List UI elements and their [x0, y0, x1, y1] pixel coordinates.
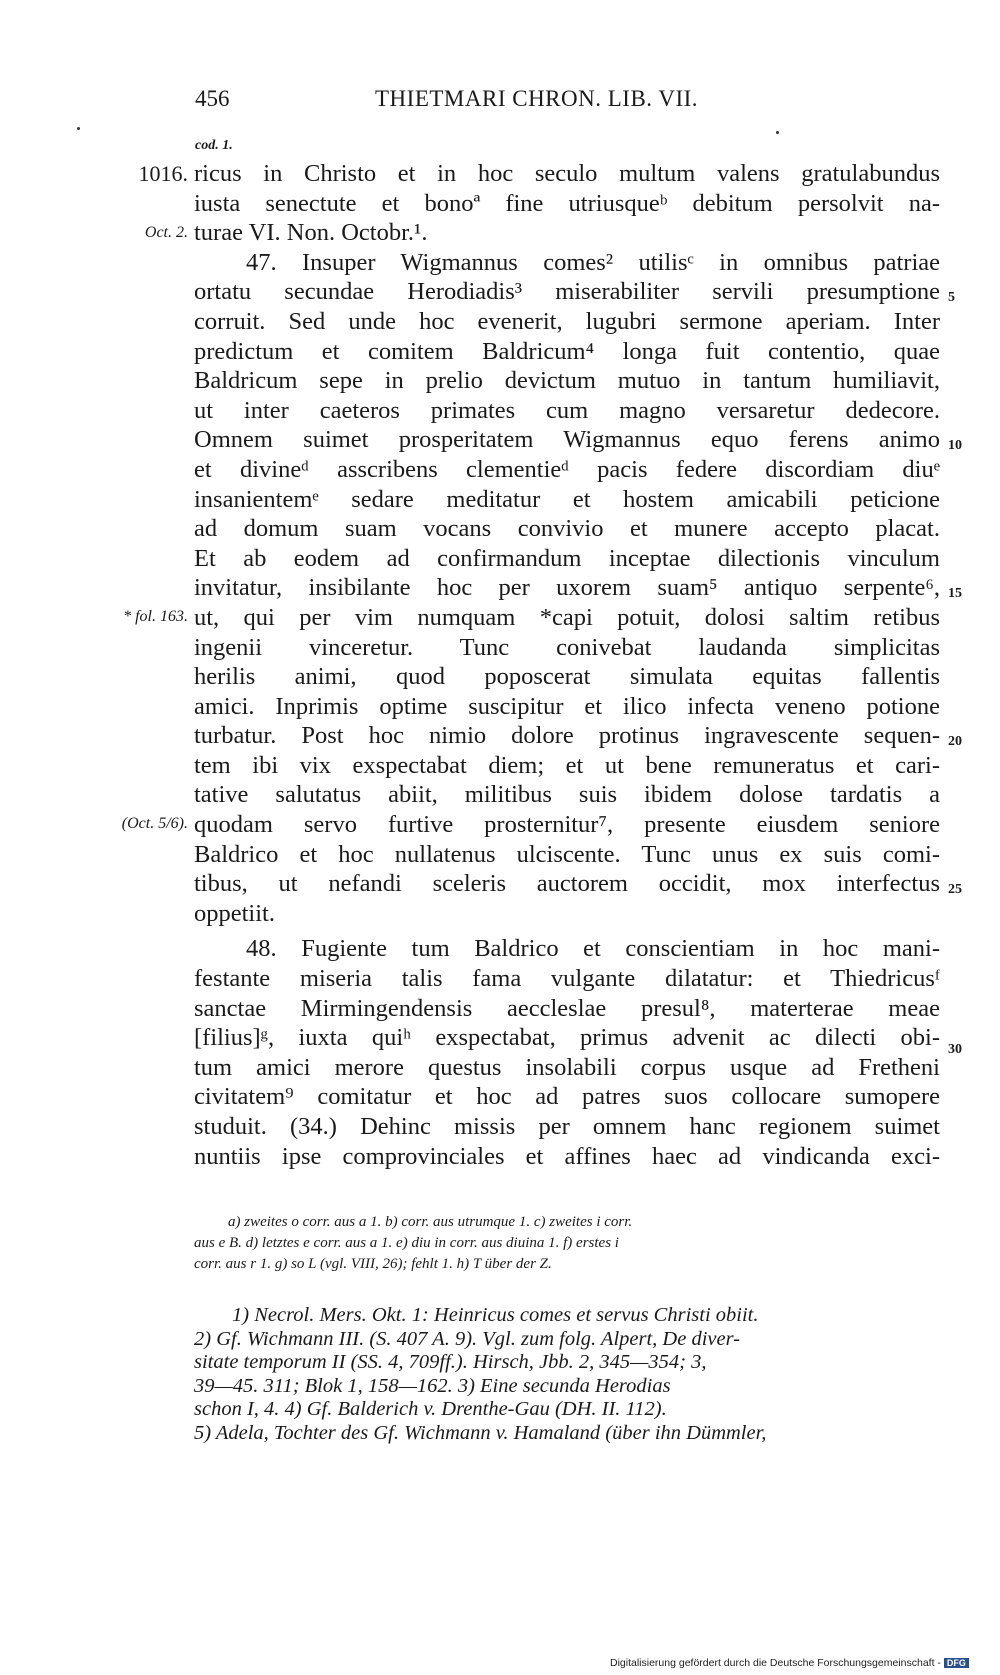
text-line: turae VI. Non. Octobr.¹. [194, 219, 428, 247]
text-line: ingenii vinceretur. Tunc conivebat laudanda simplicitas [194, 633, 940, 661]
main-text [194, 159, 940, 1171]
text-line: tibus, ut nefandi sceleris auctorem occidit, mox interfectus [194, 870, 940, 898]
text-line: turbatur. Post hoc nimio dolore protinus ingravescente sequen- [194, 722, 940, 750]
text-line: ut, qui per vim numquam *capi potuit, dolosi saltim retibus [194, 603, 940, 631]
dfg-logo: DFG [944, 1658, 969, 1668]
footnote-line: 1) Necrol. Mers. Okt. 1: Heinricus comes et servus Christi obiit. [232, 1304, 759, 1326]
text-line: 47. Insuper Wigmannus comes² utilisᶜ in omnibus patriae [246, 248, 940, 276]
variant-note-line: a) zweites o corr. aus a 1. b) corr. aus utrumque 1. c) zweites i corr. [228, 1214, 633, 1230]
text-line: iusta senectute et bonoª fine utriusqueᵇ debitum persolvit na- [194, 189, 940, 217]
text-line: 48. Fugiente tum Baldrico et conscientiam in hoc mani- [246, 935, 940, 963]
text-line: ut inter caeteros primates cum magno versaretur dedecore. [194, 396, 940, 424]
speck [776, 131, 779, 134]
text-line: tative salutatus abiit, militibus suis ibidem dolose tardatis a [194, 781, 940, 809]
text-line: festante miseria talis fama vulgante dilatatur: et Thiedricusᶠ [194, 965, 940, 993]
text-line: corruit. Sed unde hoc evenerit, lugubri sermone aperiam. Inter [194, 307, 940, 335]
line-number: 20 [948, 734, 962, 749]
footnote-line: sitate temporum II (SS. 4, 709ff.). Hirsch, Jbb. 2, 345—354; 3, [194, 1351, 707, 1373]
margin-folio: * fol. 163. [123, 608, 188, 625]
text-line: tem ibi vix exspectabat diem; et ut bene remuneratus et cari- [194, 751, 940, 779]
dfg-credit-text: Digitalisierung gefördert durch die Deutsche Forschungsgemeinschaft - [610, 1657, 941, 1669]
footnote-line: 5) Adela, Tochter des Gf. Wichmann v. Hamaland (über ihn Dümmler, [194, 1421, 767, 1444]
text-line: et divineᵈ asscribens clementieᵈ pacis federe discordiam diuᵉ [194, 455, 940, 483]
text-line: [filius]ᵍ, iuxta quiʰ exspectabat, primus advenit ac dilecti obi- [194, 1024, 940, 1052]
variant-note-line: aus e B. d) letztes e corr. aus a 1. e) diu in corr. aus diuina 1. f) erstes i [194, 1235, 619, 1251]
line-number: 5 [948, 290, 955, 305]
margin-date: (Oct. 5/6). [121, 815, 188, 832]
text-line: predictum et comitem Baldricum⁴ longa fuit contentio, quae [194, 337, 940, 365]
text-line: nuntiis ipse comprovinciales et affines haec ad vindicanda exci- [194, 1142, 940, 1170]
text-line: insanientemᵉ sedare meditatur et hostem amicabili peticione [194, 485, 940, 513]
line-number: 25 [948, 882, 962, 897]
margin-date: Oct. 2. [144, 224, 188, 241]
variant-note-line: corr. aus r 1. g) so L (vgl. VIII, 26); fehlt 1. h) T über der Z. [194, 1256, 552, 1272]
text-line: oppetiit. [194, 899, 275, 927]
text-line: ricus in Christo et in hoc seculo multum valens gratulabundus [194, 160, 940, 187]
text-line: tum amici merore questus insolabili corpus usque ad Fretheni [194, 1053, 940, 1081]
text-line: Et ab eodem ad confirmandum inceptae dilectionis vinculum [194, 544, 940, 572]
text-line: sanctae Mirmingendensis aeccleslae presul⁸, materterae meae [194, 994, 940, 1022]
line-number: 15 [948, 586, 962, 601]
footnote-line: 39—45. 311; Blok 1, 158—162. 3) Eine secunda Herodias [194, 1374, 671, 1397]
text-line: herilis animi, quod poposcerat simulata equitas fallentis [194, 663, 940, 691]
variant-apparatus [194, 1212, 934, 1275]
text-line: studuit. (34.) Dehinc missis per omnem hanc regionem suimet [194, 1113, 940, 1140]
text-line: Baldricum sepe in prelio devictum mutuo in tantum humiliavit, [194, 367, 940, 395]
text-line: ortatu secundae Herodiadis³ miserabiliter servili presumptione [194, 278, 940, 306]
codex-note: cod. 1. [195, 138, 233, 153]
text-line: Baldrico et hoc nullatenus ulciscente. Tunc unus ex suis comi- [194, 840, 940, 868]
text-line: amici. Inprimis optime suscipitur et ilico infecta veneno potione [194, 692, 940, 720]
dfg-credit [610, 1657, 969, 1669]
footnotes [194, 1304, 934, 1445]
page-number: 456 [195, 86, 230, 111]
footnote-line: 2) Gf. Wichmann III. (S. 407 A. 9). Vgl. zum folg. Alpert, De diver- [194, 1327, 740, 1350]
margin-year: 1016. [138, 161, 188, 186]
text-line: Omnem suimet prosperitatem Wigmannus equo ferens animo [194, 426, 940, 454]
text-line: civitatem⁹ comitatur et hoc ad patres suos collocare sumopere [194, 1083, 940, 1111]
line-number: 10 [948, 438, 962, 453]
running-title: THIETMARI CHRON. LIB. VII. [375, 86, 699, 111]
line-number: 30 [948, 1042, 962, 1057]
text-line: ad domum suam vocans convivio et munere accepto placat. [194, 515, 940, 543]
text-line: quodam servo furtive prosternitur⁷, presente eiusdem seniore [194, 811, 940, 839]
footnote-line: schon I, 4. 4) Gf. Balderich v. Drenthe-Gau (DH. II. 112). [194, 1398, 667, 1420]
speck [77, 127, 80, 130]
text-line: invitatur, insibilante hoc per uxorem suam⁵ antiquo serpente⁶, [194, 574, 940, 602]
